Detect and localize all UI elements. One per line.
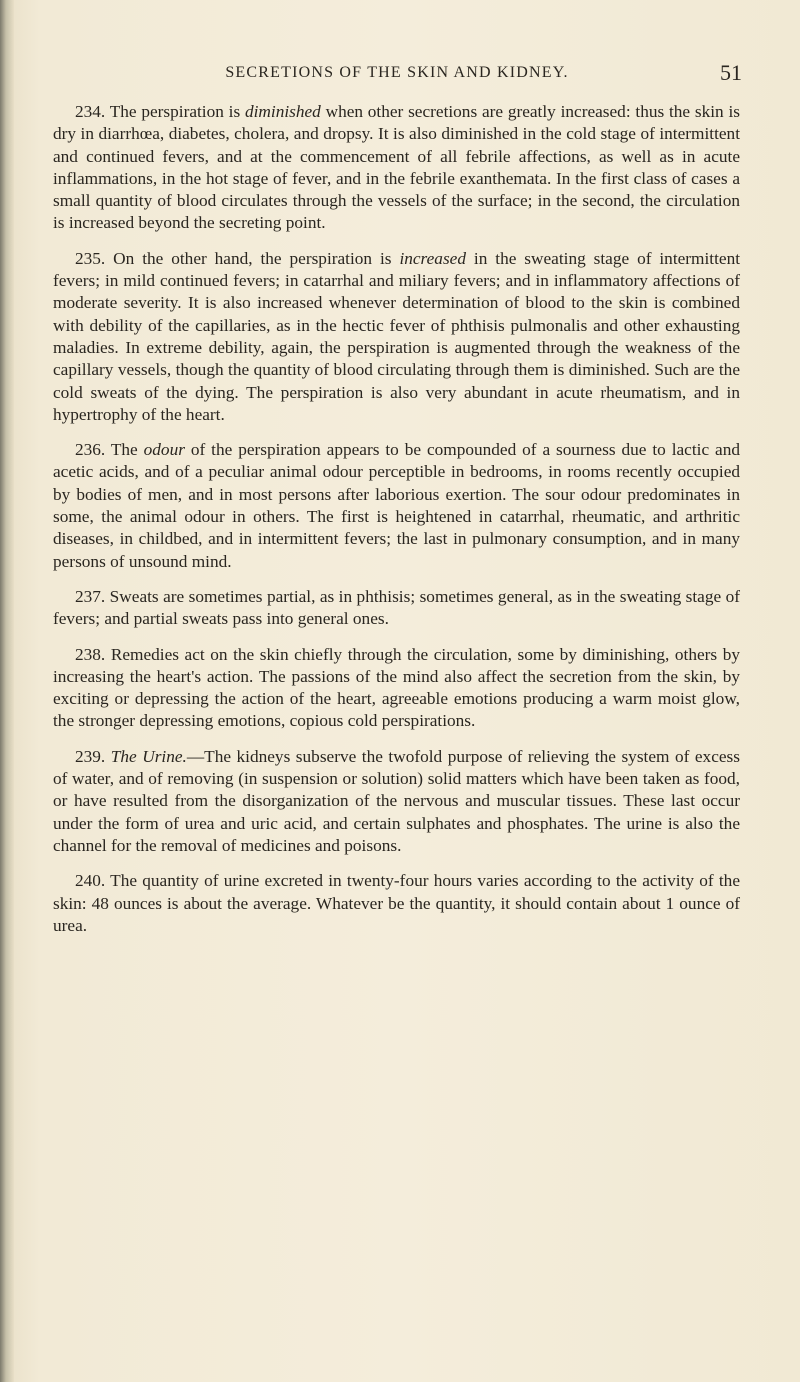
paragraph-240: 240. The quantity of urine excreted in twenty-four hours varies according to the activity of the skin: 48 ounces is about the average. Whatever be the quantity, it should contain about 1 ounce of urea. — [53, 871, 740, 935]
running-head: SECRETIONS OF THE SKIN AND KIDNEY. — [225, 64, 569, 81]
page-body — [53, 101, 740, 950]
page-header — [52, 60, 742, 94]
paragraph-238: 238. Remedies act on the skin chiefly through the circulation, some by diminishing, others by increasing the heart's action. The passions of the mind also affect the secretion from the skin, by exciting or depressing the action of the heart, agreeable emotions producing a warm moist glow, the stronger depressing emotions, copious cold perspirations. — [53, 644, 740, 731]
paragraph-235: 235. On the other hand, the perspiration is increased in the sweating stage of intermittent fevers; in mild continued fevers; in catarrhal and miliary fevers; and in inflammatory affections of moderate severity. It is also increased whenever determination of blood to the skin is combined with debility of the capillaries, as in the hectic fever of phthisis pulmonalis and other exhausting maladies. In extreme debility, again, the perspiration is augmented through the weakness of the capillary vessels, though the quantity of blood circulating through them is diminished. Such are the cold sweats of the dying. The perspiration is also very abundant in acute rheumatism, and in hypertrophy of the heart. — [53, 248, 741, 424]
page-binding-edge — [0, 0, 14, 1382]
paragraph-239: 239. The Urine.—The kidneys subserve the twofold purpose of relieving the system of excess of water, and of removing (in suspension or solution) solid matters which have been taken as food, or have resulted from the disorganization of the nervous and muscular tissues. These last occur under the form of urea and uric acid, and certain sulphates and phosphates. The urine is also the channel for the removal of medicines and poisons. — [53, 746, 740, 855]
paragraph-234: 234. The perspiration is diminished when other secretions are greatly increased: thus the skin is dry in diarrhœa, diabetes, cholera, and dropsy. It is also diminished in the cold stage of intermittent and continued fevers, and at the commencement of all febrile affections, as well as in acute inflammations, in the hot stage of fever, and in the febrile exanthemata. In the first class of cases a small quantity of blood circulates through the vessels of the surface; in the second, the circulation is increased beyond the secreting point. — [53, 102, 740, 233]
page-number: 51 — [720, 60, 742, 85]
paragraph-237: 237. Sweats are sometimes partial, as in phthisis; sometimes general, as in the sweating stage of fevers; and partial sweats pass into general ones. — [53, 586, 740, 629]
paragraph-236: 236. The odour of the perspiration appears to be compounded of a sourness due to lactic and acetic acids, and of a peculiar animal odour perceptible in bedrooms, in rooms recently occupied by bodies of men, and in most persons after laborious exertion. The sour odour predominates in some, the animal odour in others. The first is heightened in catarrhal, rheumatic, and arthritic diseases, in childbed, and in intermittent fevers; the last in pulmonary consumption, and in many persons of unsound mind. — [53, 440, 740, 571]
